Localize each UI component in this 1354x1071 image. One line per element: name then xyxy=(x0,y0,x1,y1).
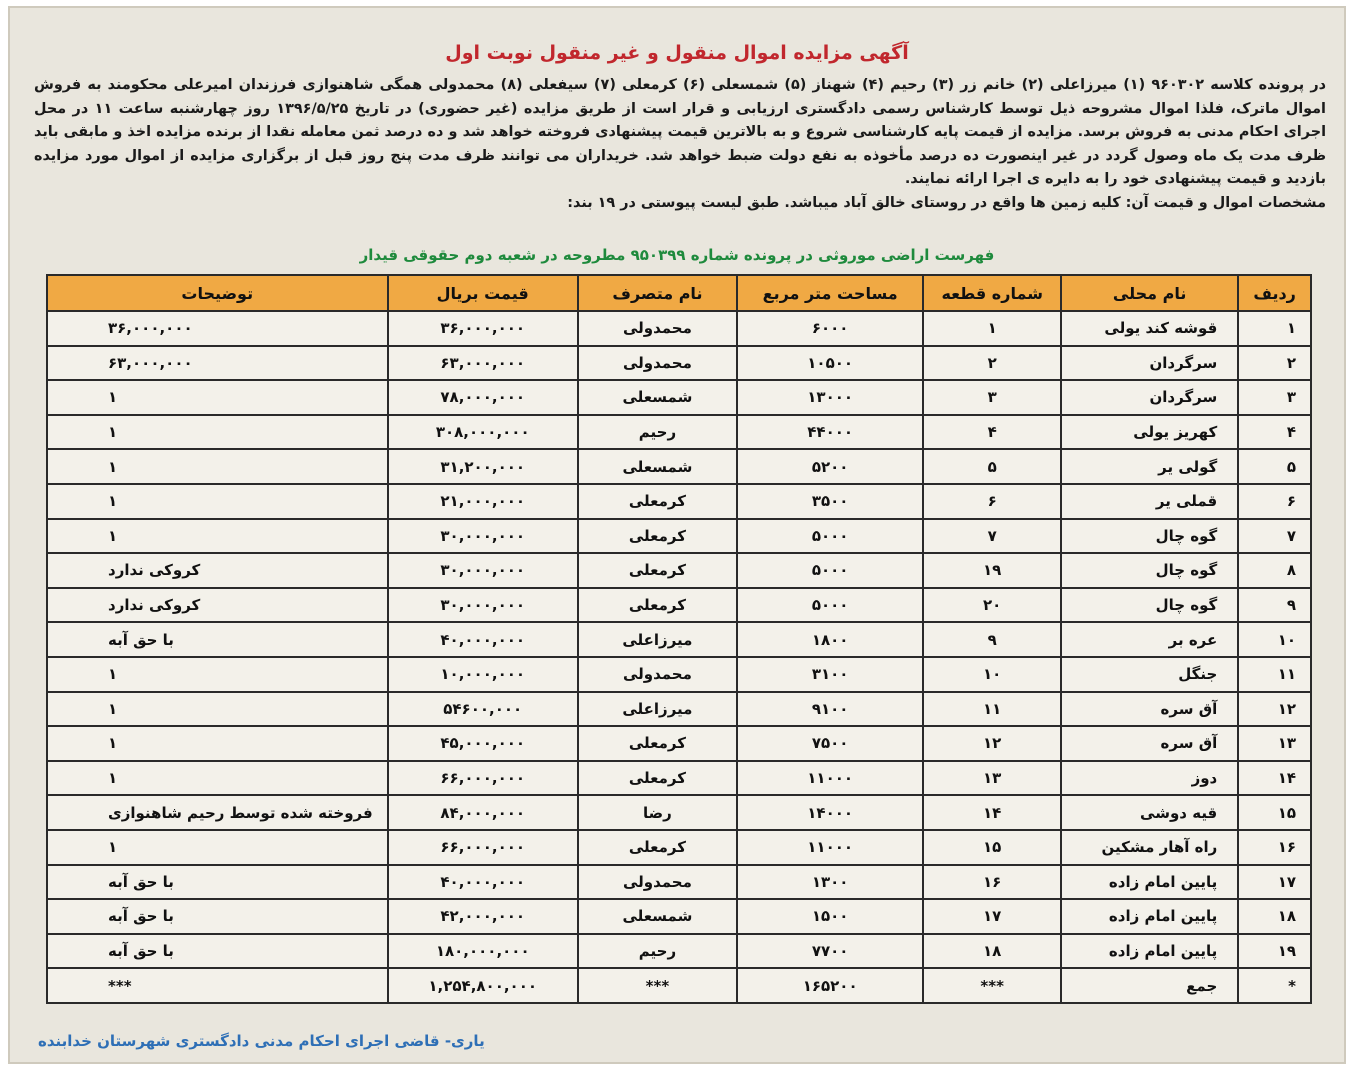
cell-price: ۶۶,۰۰۰,۰۰۰ xyxy=(388,830,578,865)
cell-area: ۷۷۰۰ xyxy=(737,934,923,969)
cell-row-number: ۲ xyxy=(1238,346,1311,381)
cell-notes: ۱ xyxy=(47,830,388,865)
table-row xyxy=(47,795,1311,830)
cell-parcel-number: ۵ xyxy=(923,449,1061,484)
header-row-number: ردیف xyxy=(1238,275,1311,311)
cell-area: ۷۵۰۰ xyxy=(737,726,923,761)
cell-price: ۱۰,۰۰۰,۰۰۰ xyxy=(388,657,578,692)
cell-parcel-number: ۷ xyxy=(923,519,1061,554)
cell-parcel-number: ۴ xyxy=(923,415,1061,450)
cell-occupant: محمدولی xyxy=(578,657,737,692)
cell-occupant: کرمعلی xyxy=(578,553,737,588)
cell-local-name: جمع xyxy=(1061,968,1238,1003)
table-caption: فهرست اراضی موروثی در پرونده شماره ۹۵۰۳۹۹ مطروحه در شعبه دوم حقوقی قیدار xyxy=(359,246,995,264)
cell-area: ۱۵۰۰ xyxy=(737,899,923,934)
cell-parcel-number: ۱۰ xyxy=(923,657,1061,692)
cell-occupant: *** xyxy=(578,968,737,1003)
header-area: مساحت متر مربع xyxy=(737,275,923,311)
cell-parcel-number: ۱ xyxy=(923,311,1061,346)
cell-parcel-number: ۱۴ xyxy=(923,795,1061,830)
header-occupant: نام متصرف xyxy=(578,275,737,311)
cell-parcel-number: ۱۵ xyxy=(923,830,1061,865)
notice-paragraph: در پرونده کلاسه ۹۶۰۳۰۲ (۱) میرزاعلی (۲) خانم زر (۳) رحیم (۴) شهناز (۵) شمسعلی (۶) کرمعلی (۷) سیفعلی (۸) محمدولی همگی شاهنوازی فرزندان امیرعلی محکومند به فروش اموال ماترک، فلذا اموال مشروحه ذیل توسط کارشناس رسمی دادگستری ارزیابی و قرار است از طریق مزایده (غیر حضوری) در تاریخ ۱۳۹۶/۵/۲۵ روز چهارشنبه ساعت ۱۱ در محل اجرای احکام مدنی به فروش برسد. مزایده از قیمت پایه کارشناسی شروع و به بالاترین قیمت پیشنهادی فروخته خواهد شد و ده درصد ثمن معامله نقدا از برنده مزایده اخذ و مابقی باید ظرف مدت یک ماه وصول گردد در غیر اینصورت ده درصد مأخوذه به نفع دولت ضبط خواهد شد. خریداران می توانند ظرف مدت پنج روز قبل از برگزاری مزایده از اموال مورد مزایده بازدید و قیمت پیشنهادی خود را به دایره ی اجرا ارائه نمایند. xyxy=(34,77,1327,188)
cell-notes: با حق آبه xyxy=(47,865,388,900)
cell-notes: با حق آبه xyxy=(47,899,388,934)
cell-price: ۴۲,۰۰۰,۰۰۰ xyxy=(388,899,578,934)
cell-row-number: ۴ xyxy=(1238,415,1311,450)
cell-price: ۳۰,۰۰۰,۰۰۰ xyxy=(388,553,578,588)
cell-row-number: ۶ xyxy=(1238,484,1311,519)
cell-row-number: ۱۱ xyxy=(1238,657,1311,692)
header-price: قیمت بریال xyxy=(388,275,578,311)
notice-title: آگهی مزایده اموال منقول و غیر منقول نوبت اول xyxy=(445,42,909,64)
cell-notes: ۱ xyxy=(47,657,388,692)
cell-price: ۴۵,۰۰۰,۰۰۰ xyxy=(388,726,578,761)
cell-notes: با حق آبه xyxy=(47,622,388,657)
cell-notes: ۱ xyxy=(47,692,388,727)
table-row xyxy=(47,899,1311,934)
table-row xyxy=(47,761,1311,796)
cell-row-number: ۸ xyxy=(1238,553,1311,588)
cell-price: ۱,۲۵۴,۸۰۰,۰۰۰ xyxy=(388,968,578,1003)
cell-price: ۲۱,۰۰۰,۰۰۰ xyxy=(388,484,578,519)
cell-row-number: ۱۲ xyxy=(1238,692,1311,727)
cell-parcel-number: ۹ xyxy=(923,622,1061,657)
cell-occupant: کرمعلی xyxy=(578,830,737,865)
table-row xyxy=(47,657,1311,692)
cell-local-name: پایین امام زاده xyxy=(1061,934,1238,969)
cell-local-name: قملی یر xyxy=(1061,484,1238,519)
cell-parcel-number: ۲ xyxy=(923,346,1061,381)
cell-occupant: رحیم xyxy=(578,934,737,969)
cell-price: ۴۰,۰۰۰,۰۰۰ xyxy=(388,865,578,900)
cell-row-number: ۱۰ xyxy=(1238,622,1311,657)
cell-local-name: آق سره xyxy=(1061,726,1238,761)
cell-local-name: کهریز یولی xyxy=(1061,415,1238,450)
cell-parcel-number: ۱۶ xyxy=(923,865,1061,900)
cell-occupant: شمسعلی xyxy=(578,899,737,934)
cell-row-number: ۱۸ xyxy=(1238,899,1311,934)
cell-notes: ۱ xyxy=(47,761,388,796)
cell-local-name: گولی یر xyxy=(1061,449,1238,484)
cell-price: ۸۴,۰۰۰,۰۰۰ xyxy=(388,795,578,830)
cell-area: ۳۱۰۰ xyxy=(737,657,923,692)
cell-area: ۵۲۰۰ xyxy=(737,449,923,484)
cell-notes: کروکی ندارد xyxy=(47,588,388,623)
cell-price: ۷۸,۰۰۰,۰۰۰ xyxy=(388,380,578,415)
cell-occupant: محمدولی xyxy=(578,346,737,381)
property-specs-line: مشخصات اموال و قیمت آن: کلیه زمین ها واقع در روستای خالق آباد میباشد. طبق لیست پیوستی در ۱۹ بند: xyxy=(567,194,1326,211)
table-row xyxy=(47,865,1311,900)
cell-parcel-number: ۱۲ xyxy=(923,726,1061,761)
cell-parcel-number: ۱۳ xyxy=(923,761,1061,796)
cell-area: ۱۴۰۰۰ xyxy=(737,795,923,830)
cell-area: ۱۶۵۲۰۰ xyxy=(737,968,923,1003)
table-body xyxy=(47,311,1311,1003)
cell-area: ۴۴۰۰۰ xyxy=(737,415,923,450)
cell-row-number: ۵ xyxy=(1238,449,1311,484)
cell-row-number: ۱۷ xyxy=(1238,865,1311,900)
cell-notes: ۱ xyxy=(47,380,388,415)
cell-area: ۵۰۰۰ xyxy=(737,553,923,588)
cell-row-number: ۷ xyxy=(1238,519,1311,554)
notice-body xyxy=(34,74,1326,216)
cell-occupant: کرمعلی xyxy=(578,484,737,519)
header-notes: توضیحات xyxy=(47,275,388,311)
table-row xyxy=(47,415,1311,450)
table-row xyxy=(47,692,1311,727)
table-row xyxy=(47,519,1311,554)
cell-row-number: ۱ xyxy=(1238,311,1311,346)
cell-area: ۱۳۰۰ xyxy=(737,865,923,900)
cell-local-name: جنگل xyxy=(1061,657,1238,692)
cell-occupant: کرمعلی xyxy=(578,761,737,796)
cell-local-name: گوه چال xyxy=(1061,519,1238,554)
cell-local-name: گوه چال xyxy=(1061,588,1238,623)
table-row xyxy=(47,588,1311,623)
cell-area: ۱۱۰۰۰ xyxy=(737,761,923,796)
cell-price: ۳۰,۰۰۰,۰۰۰ xyxy=(388,588,578,623)
cell-parcel-number: ۱۸ xyxy=(923,934,1061,969)
cell-row-number: ۱۵ xyxy=(1238,795,1311,830)
cell-local-name: گوه چال xyxy=(1061,553,1238,588)
cell-row-number: ۳ xyxy=(1238,380,1311,415)
cell-occupant: رضا xyxy=(578,795,737,830)
cell-notes: ۱ xyxy=(47,484,388,519)
cell-notes: ۶۳,۰۰۰,۰۰۰ xyxy=(47,346,388,381)
cell-area: ۱۰۵۰۰ xyxy=(737,346,923,381)
cell-area: ۱۳۰۰۰ xyxy=(737,380,923,415)
cell-row-number: * xyxy=(1238,968,1311,1003)
cell-occupant: شمسعلی xyxy=(578,449,737,484)
cell-area: ۹۱۰۰ xyxy=(737,692,923,727)
cell-area: ۵۰۰۰ xyxy=(737,588,923,623)
cell-occupant: میرزاعلی xyxy=(578,622,737,657)
cell-price: ۶۶,۰۰۰,۰۰۰ xyxy=(388,761,578,796)
cell-parcel-number: ۶ xyxy=(923,484,1061,519)
cell-parcel-number: ۱۹ xyxy=(923,553,1061,588)
cell-notes: با حق آبه xyxy=(47,934,388,969)
cell-row-number: ۱۳ xyxy=(1238,726,1311,761)
cell-local-name: آق سره xyxy=(1061,692,1238,727)
table-row xyxy=(47,622,1311,657)
table-total-row xyxy=(47,968,1311,1003)
cell-occupant: محمدولی xyxy=(578,311,737,346)
table-row xyxy=(47,726,1311,761)
cell-price: ۴۰,۰۰۰,۰۰۰ xyxy=(388,622,578,657)
cell-notes: ۱ xyxy=(47,519,388,554)
cell-occupant: شمسعلی xyxy=(578,380,737,415)
cell-area: ۶۰۰۰ xyxy=(737,311,923,346)
table-row xyxy=(47,311,1311,346)
cell-row-number: ۱۶ xyxy=(1238,830,1311,865)
cell-row-number: ۱۴ xyxy=(1238,761,1311,796)
cell-row-number: ۱۹ xyxy=(1238,934,1311,969)
cell-area: ۱۸۰۰ xyxy=(737,622,923,657)
cell-area: ۱۱۰۰۰ xyxy=(737,830,923,865)
cell-price: ۳۶,۰۰۰,۰۰۰ xyxy=(388,311,578,346)
table-row xyxy=(47,830,1311,865)
cell-parcel-number: ۳ xyxy=(923,380,1061,415)
cell-local-name: پایین امام زاده xyxy=(1061,899,1238,934)
cell-parcel-number: *** xyxy=(923,968,1061,1003)
cell-occupant: محمدولی xyxy=(578,865,737,900)
cell-occupant: کرمعلی xyxy=(578,588,737,623)
newspaper-clipping xyxy=(8,6,1346,1064)
cell-parcel-number: ۲۰ xyxy=(923,588,1061,623)
properties-table xyxy=(46,274,1312,1004)
cell-occupant: رحیم xyxy=(578,415,737,450)
cell-occupant: کرمعلی xyxy=(578,726,737,761)
header-parcel-number: شماره قطعه xyxy=(923,275,1061,311)
cell-notes: فروخته شده توسط رحیم شاهنوازی xyxy=(47,795,388,830)
cell-price: ۳۱,۲۰۰,۰۰۰ xyxy=(388,449,578,484)
cell-price: ۵۴۶۰۰,۰۰۰ xyxy=(388,692,578,727)
table-row xyxy=(47,380,1311,415)
table-row xyxy=(47,449,1311,484)
cell-occupant: کرمعلی xyxy=(578,519,737,554)
cell-local-name: راه آهار مشکین xyxy=(1061,830,1238,865)
table-row xyxy=(47,934,1311,969)
cell-price: ۳۰,۰۰۰,۰۰۰ xyxy=(388,519,578,554)
table-header-row xyxy=(47,275,1311,311)
cell-local-name: سرگردان xyxy=(1061,346,1238,381)
cell-local-name: عره بر xyxy=(1061,622,1238,657)
cell-area: ۵۰۰۰ xyxy=(737,519,923,554)
cell-local-name: قیه دوشی xyxy=(1061,795,1238,830)
cell-notes: کروکی ندارد xyxy=(47,553,388,588)
cell-notes: ۱ xyxy=(47,726,388,761)
cell-parcel-number: ۱۷ xyxy=(923,899,1061,934)
table-row xyxy=(47,346,1311,381)
header-local-name: نام محلی xyxy=(1061,275,1238,311)
cell-area: ۳۵۰۰ xyxy=(737,484,923,519)
cell-price: ۳۰۸,۰۰۰,۰۰۰ xyxy=(388,415,578,450)
cell-notes: ۳۶,۰۰۰,۰۰۰ xyxy=(47,311,388,346)
table-row xyxy=(47,553,1311,588)
cell-local-name: پایین امام زاده xyxy=(1061,865,1238,900)
cell-occupant: میرزاعلی xyxy=(578,692,737,727)
cell-parcel-number: ۱۱ xyxy=(923,692,1061,727)
cell-local-name: دوز xyxy=(1061,761,1238,796)
cell-price: ۶۳,۰۰۰,۰۰۰ xyxy=(388,346,578,381)
table-row xyxy=(47,484,1311,519)
cell-price: ۱۸۰,۰۰۰,۰۰۰ xyxy=(388,934,578,969)
cell-notes: ۱ xyxy=(47,449,388,484)
cell-notes: *** xyxy=(47,968,388,1003)
signature-line: یاری- قاضی اجرای احکام مدنی دادگستری شهرستان خدابنده xyxy=(38,1032,485,1050)
cell-notes: ۱ xyxy=(47,415,388,450)
cell-local-name: قوشه کند یولی xyxy=(1061,311,1238,346)
cell-local-name: سرگردان xyxy=(1061,380,1238,415)
cell-row-number: ۹ xyxy=(1238,588,1311,623)
